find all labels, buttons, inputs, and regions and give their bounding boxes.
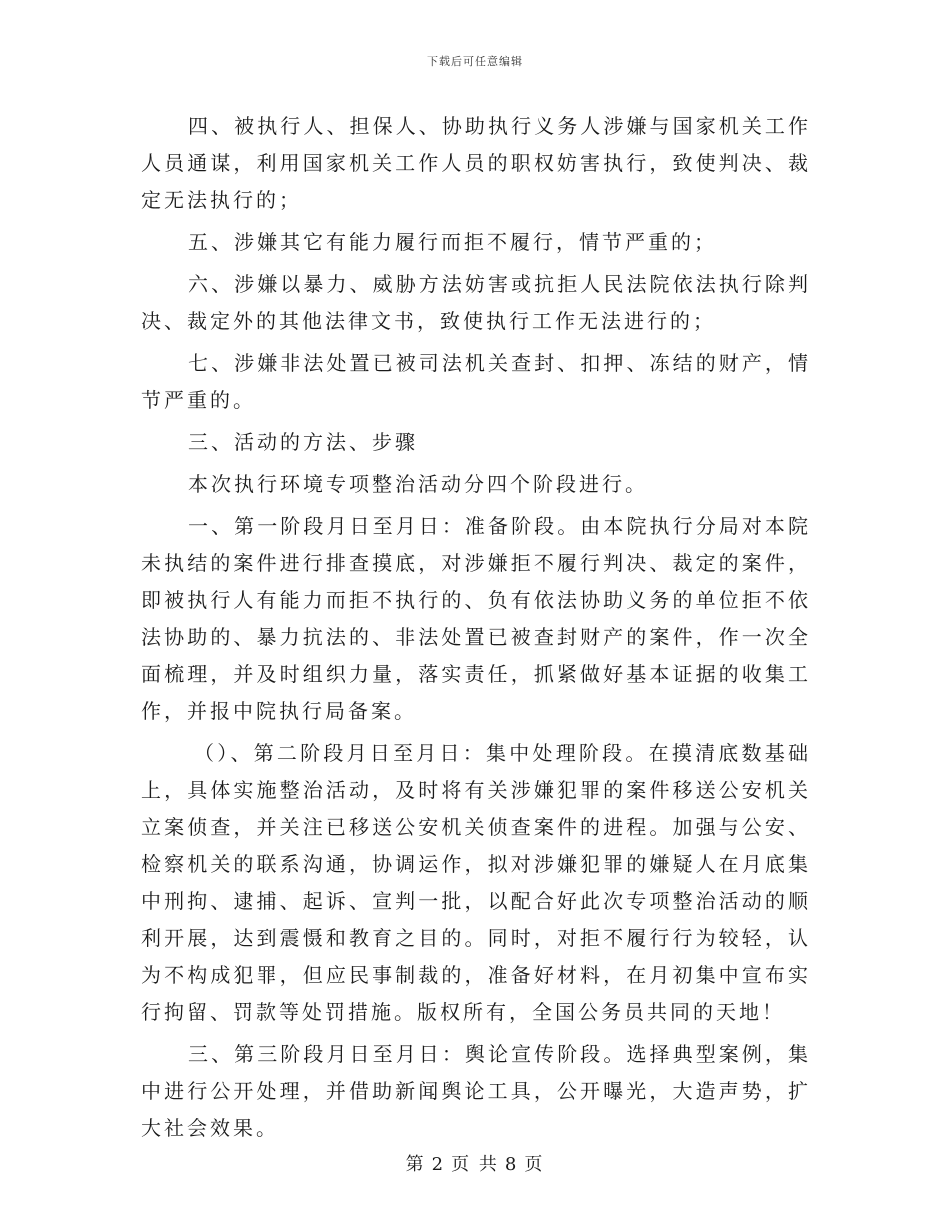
paragraph-item-6: 六、涉嫌以暴力、威胁方法妨害或抗拒人民法院依法执行除判决、裁定外的其他法律文书，致使执行工作无法进行的； xyxy=(141,272,811,333)
paragraph-stage-3: 三、第三阶段月日至月日：舆论宣传阶段。选择典型案例，集中进行公开处理，并借助新闻舆论工具，公开曝光，大造声势，扩大社会效果。 xyxy=(141,1042,811,1140)
document-body xyxy=(141,108,811,1147)
footer-page-number: 2 xyxy=(431,1154,446,1175)
footer-prefix: 第 xyxy=(405,1154,426,1175)
page-header-note: 下载后可任意编辑 xyxy=(427,55,523,68)
paragraph-stages-intro: 本次执行环境专项整治活动分四个阶段进行。 xyxy=(188,472,648,496)
paragraph-item-7: 七、涉嫌非法处置已被司法机关查封、扣押、冻结的财产，情节严重的。 xyxy=(141,351,811,412)
footer-middle: 页 共 xyxy=(451,1154,499,1175)
paragraph-item-4: 四、被执行人、担保人、协助执行义务人涉嫌与国家机关工作人员通谋，利用国家机关工作人员的职权妨害执行，致使判决、裁定无法执行的； xyxy=(141,114,811,212)
page-footer xyxy=(0,1150,950,1176)
paragraph-stage-1: 一、第一阶段月日至月日：准备阶段。由本院执行分局对本院未执结的案件进行排查摸底，对涉嫌拒不履行判决、裁定的案件，即被执行人有能力而拒不执行的、负有依法协助义务的单位拒不依法协助的、暴力抗法的、非法处置已被查封财产的案件，作一次全面梳理，并及时组织力量，落实责任，抓紧做好基本证据的收集工作，并报中院执行局备案。 xyxy=(141,514,811,723)
footer-suffix: 页 xyxy=(524,1154,545,1175)
section-heading-methods: 三、活动的方法、步骤 xyxy=(188,430,418,454)
footer-total-pages: 8 xyxy=(504,1154,519,1175)
paragraph-stage-2: （）、第二阶段月日至月日：集中处理阶段。在摸清底数基础上，具体实施整治活动，及时将有关涉嫌犯罪的案件移送公安机关立案侦查，并关注已移送公安机关侦查案件的进程。加强与公安、检察机关的联系沟通，协调运作，拟对涉嫌犯罪的嫌疑人在月底集中刑拘、逮捕、起诉、宣判一批，以配合好此次专项整治活动的顺利开展，达到震慑和教育之目的。同时，对拒不履行行为较轻，认为不构成犯罪，但应民事制裁的，准备好材料，在月初集中宣布实行拘留、罚款等处罚措施。版权所有，全国公务员共同的天地！ xyxy=(141,741,811,1024)
paragraph-item-5: 五、涉嫌其它有能力履行而拒不履行，情节严重的； xyxy=(188,230,717,254)
